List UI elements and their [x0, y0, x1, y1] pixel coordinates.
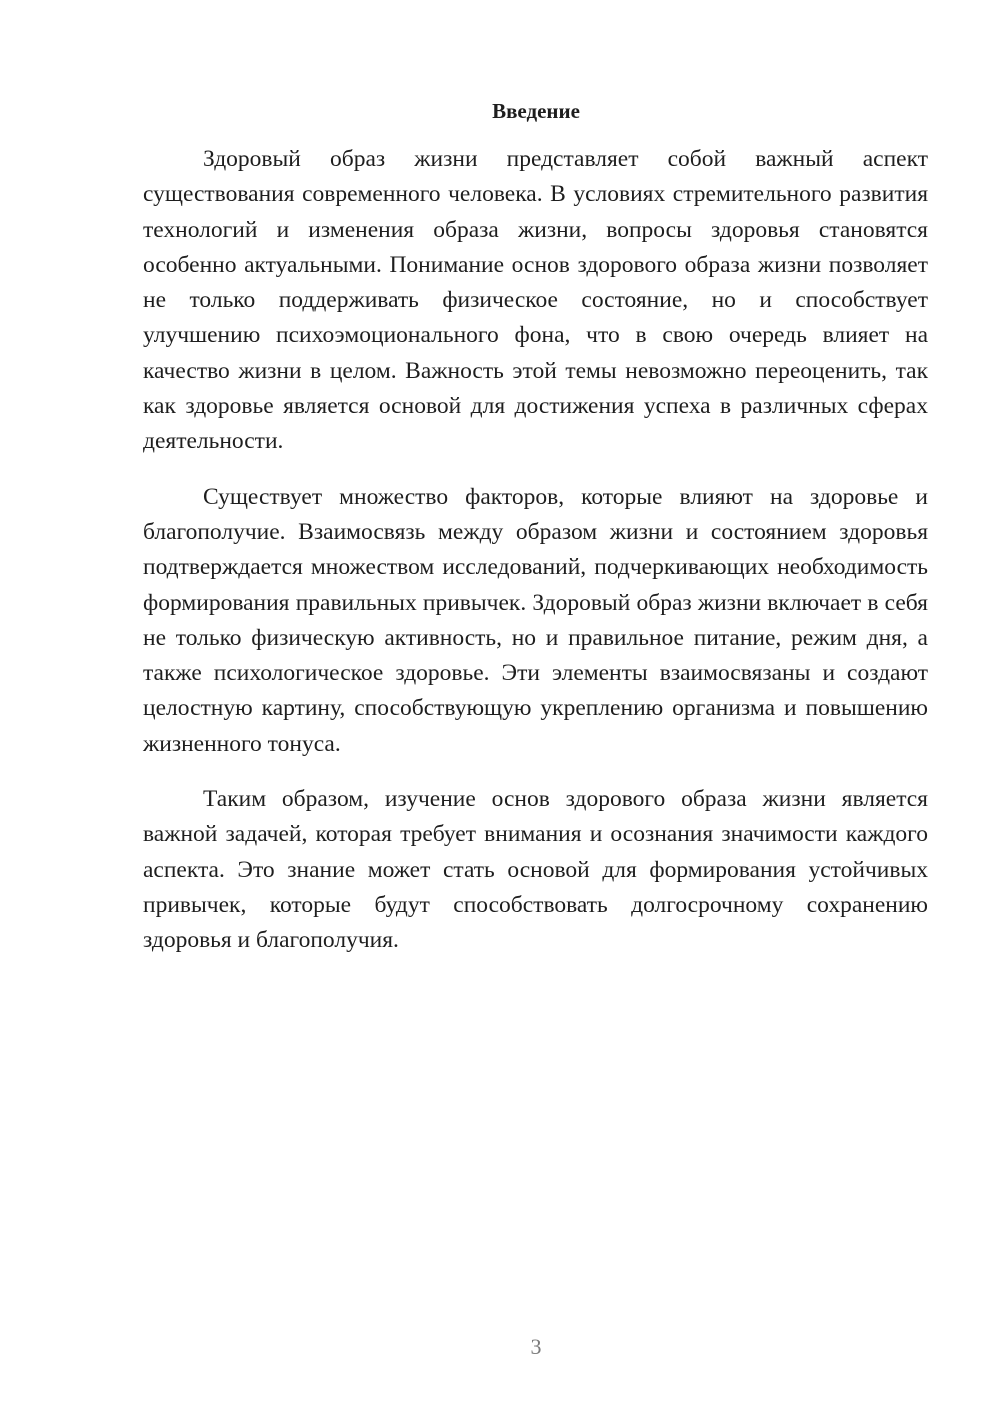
paragraph-3: Таким образом, изучение основ здорового образа жизни является важной задачей, которая требует внимания и осознания значимости каждого аспекта. Это знание может стать основой для формирования устойчивых привычек, которые будут способствовать долгосрочному сохранению здоровья и благополучия.	[143, 786, 928, 954]
paragraph-2: Существует множество факторов, которые влияют на здоровье и благополучие. Взаимосвязь между образом жизни и состоянием здоровья подтверждается множеством исследований, подчеркивающих необходимость формирования правильных привычек. Здоровый образ жизни включает в себя не только физическую активность, но и правильное питание, режим дня, а также психологическое здоровье. Эти элементы взаимосвязаны и создают целостную картину, способствующую укреплению организма и повышению жизненного тонуса.	[143, 483, 928, 757]
paragraph-1: Здоровый образ жизни представляет собой важный аспект существования современного человека. В условиях стремительного развития технологий и изменения образа жизни, вопросы здоровья становятся особенно актуальными. Понимание основ здорового образа жизни позволяет не только поддерживать физическое состояние, но и способствует улучшению психоэмоционального фона, что в свою очередь влияет на качество жизни в целом. Важность этой темы невозможно переоценить, так как здоровье является основой для достижения успеха в различных сферах деятельности.	[143, 146, 928, 455]
section-heading: Введение	[492, 99, 580, 123]
page-number: 3	[530, 1334, 542, 1359]
body-text	[143, 142, 928, 979]
